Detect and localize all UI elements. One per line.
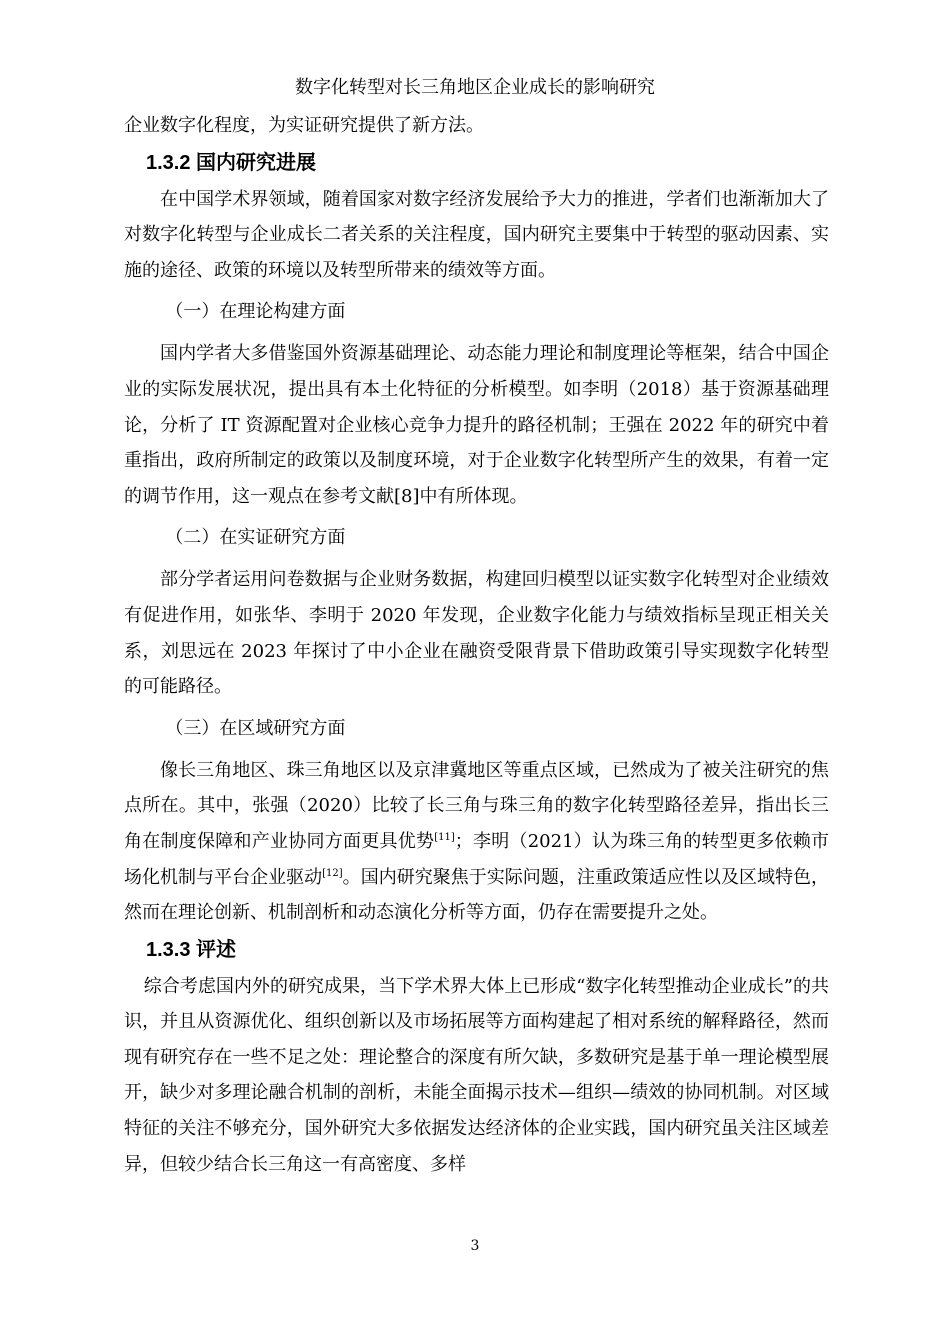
regional-text-part1: 像长三角地区、珠三角地区以及京津冀地区等重点区域，已然成为了被关注研究的焦点所在。其中，张强（2020）比较了长三角与珠三角的数字化转型路径差异，指出长三角在制度保障和产业协同方面更具优势 bbox=[124, 759, 829, 852]
regional-text-part3: 。国内研究聚焦于实际问题，注重政策适应性以及区域特色，然而在理论创新、机制剖析和动态演化分析等方面，仍存在需要提升之处。 bbox=[124, 866, 830, 924]
subheading-empirical: （二）在实证研究方面 bbox=[165, 527, 346, 549]
regional-text-part2: ；李明（2021）认为珠三角的转型更多依赖市场化机制与平台企业驱动 bbox=[124, 830, 829, 888]
section-heading-1-3-3: 1.3.3 评述 bbox=[146, 938, 237, 961]
section-heading-1-3-2: 1.3.2 国内研究进展 bbox=[146, 151, 317, 174]
paragraph-intro: 企业数字化程度，为实证研究提供了新方法。 bbox=[124, 115, 484, 136]
paragraph-review: 综合考虑国内外的研究成果，当下学术界大体上已形成“数字化转型推动企业成长”的共识，并且从资源优化、组织创新以及市场拓展等方面构建起了相对系统的解释路径，然而现有研究存在一些不足之处：理论整合的深度有所欠缺，多数研究是基于单一理论模型展开，缺少对多理论融合机制的剖析，未能全面揭示技术—组织—绩效的协同机制。对区域特征的关注不够充分，国外研究大多依据发达经济体的企业实践，国内研究虽关注区域差异，但较少结合长三角这一有高密度、多样 bbox=[124, 975, 829, 1175]
subheading-regional: （三）在区域研究方面 bbox=[165, 717, 346, 739]
paragraph-theory: 国内学者大多借鉴国外资源基础理论、动态能力理论和制度理论等框架，结合中国企业的实际发展状况，提出具有本土化特征的分析模型。如李明（2018）基于资源基础理论，分析了 IT 资源配置对企业核心竞争力提升的路径机制；王强在 2022 年的研究中着重指出，政府所制定的政策以及制度环境，对于企业数字化转型所产生的效果，有着一定的调节作用，这一观点在参考文献[8]中有所体现。 bbox=[124, 343, 829, 507]
citation-12: [12] bbox=[322, 867, 343, 879]
citation-11: [11] bbox=[434, 831, 455, 843]
running-header: 数字化转型对长三角地区企业成长的影响研究 bbox=[295, 77, 655, 98]
paragraph-domestic-overview: 在中国学术界领域，随着国家对数字经济发展给予大力的推进，学者们也渐渐加大了对数字化转型与企业成长二者关系的关注程度，国内研究主要集中于转型的驱动因素、实施的途径、政策的环境以及转型所带来的绩效等方面。 bbox=[124, 188, 829, 281]
page-body bbox=[124, 108, 829, 1182]
subheading-theory: （一）在理论构建方面 bbox=[165, 301, 346, 323]
page-number: 3 bbox=[470, 1238, 480, 1254]
paragraph-regional bbox=[124, 753, 829, 931]
paragraph-empirical: 部分学者运用问卷数据与企业财务数据，构建回归模型以证实数字化转型对企业绩效有促进作用，如张华、李明于 2020 年发现，企业数字化能力与绩效指标呈现正相关关系，刘思远在 2023 年探讨了中小企业在融资受限背景下借助政策引导实现数字化转型的可能路径。 bbox=[124, 569, 829, 698]
